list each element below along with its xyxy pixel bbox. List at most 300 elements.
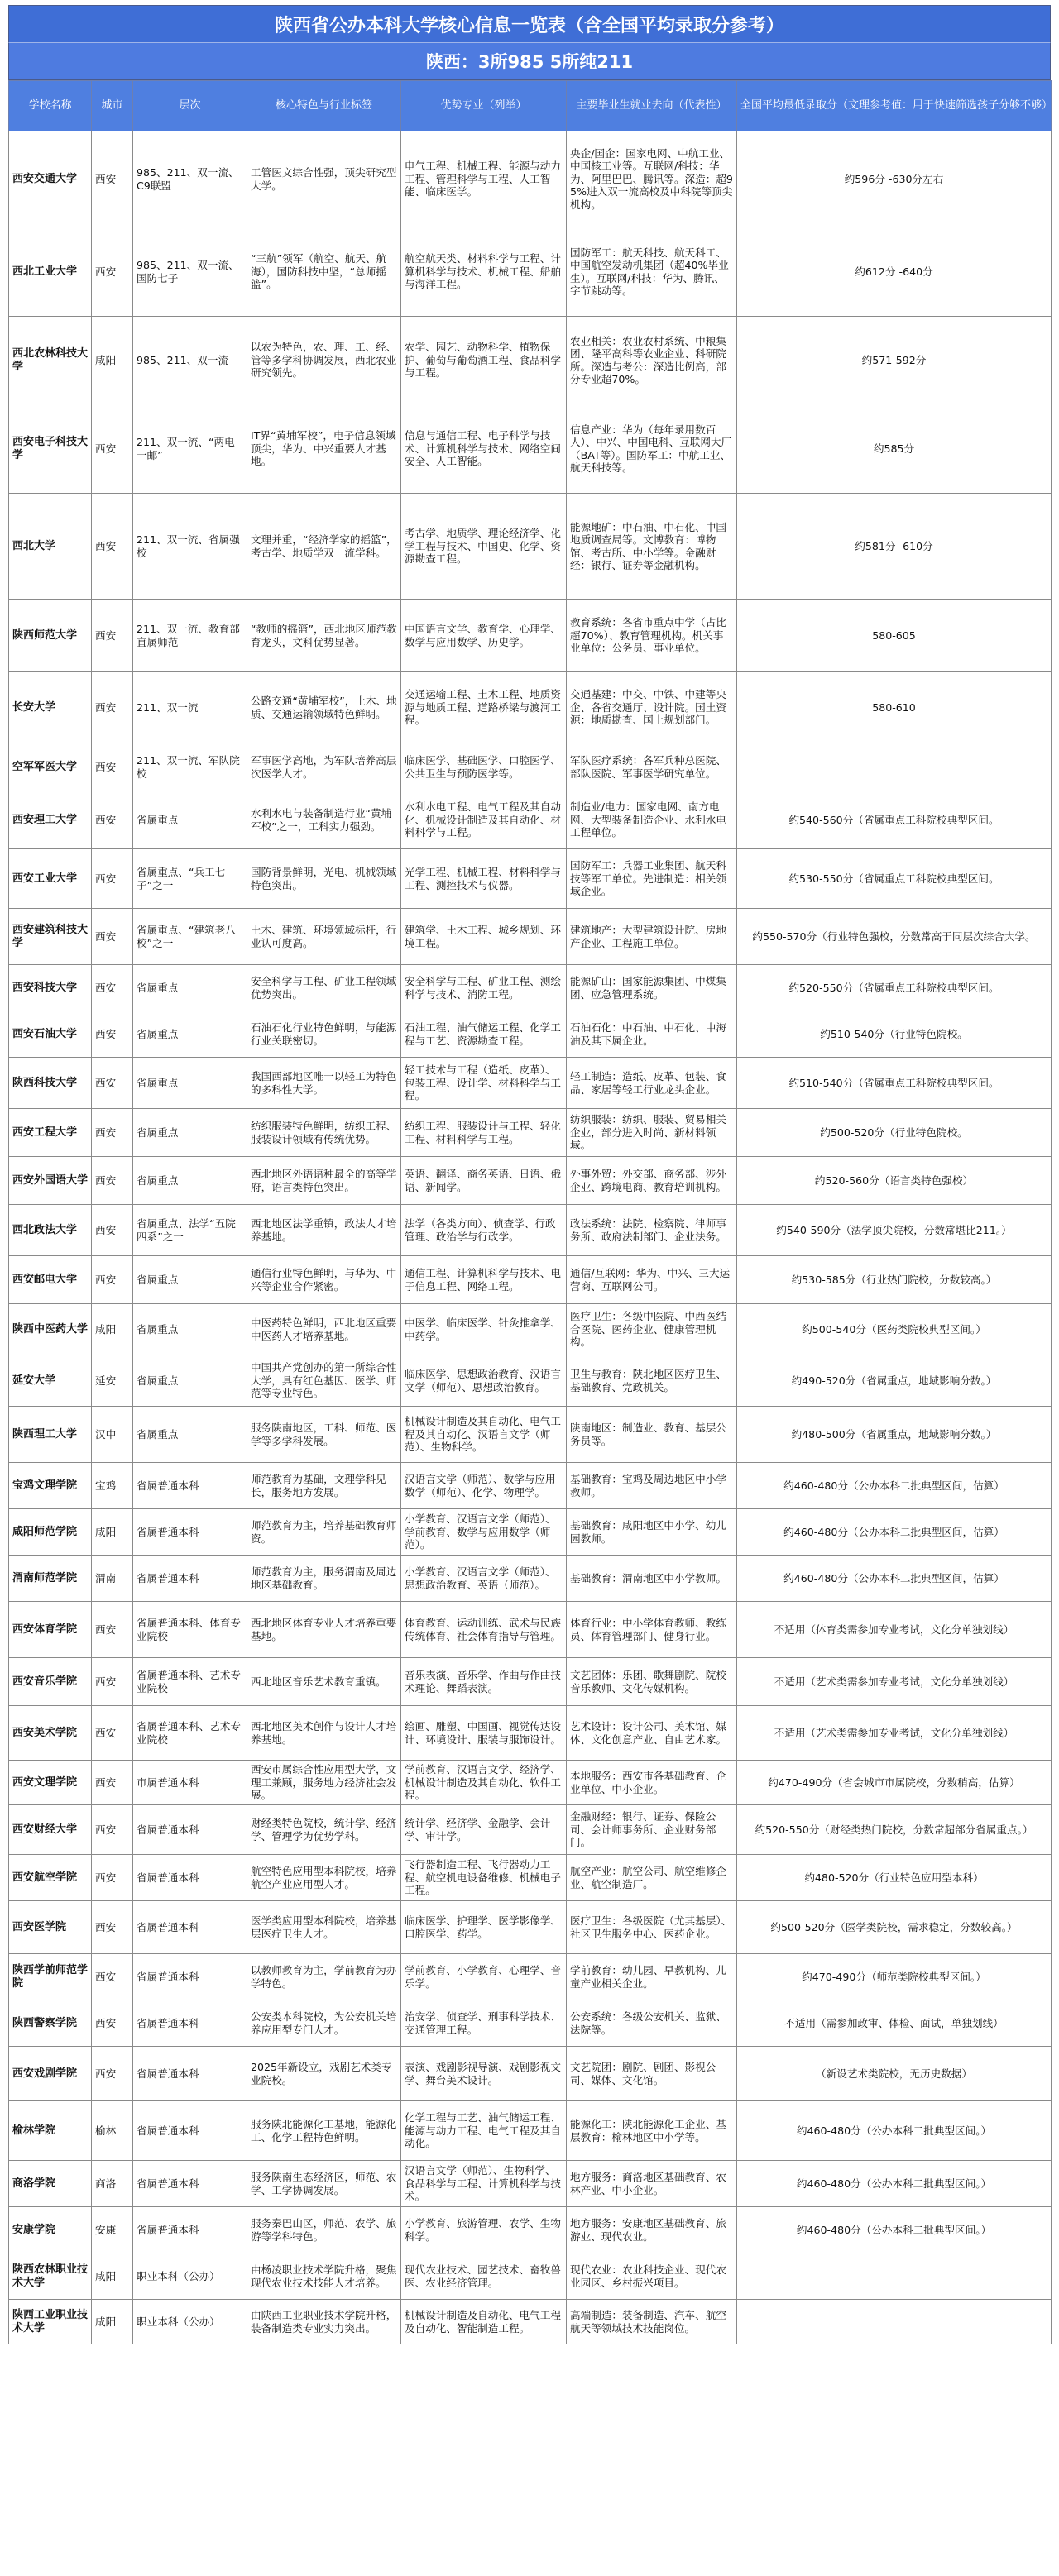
school-name-cell: 西安音乐学院 <box>9 1658 92 1706</box>
job-cell: 能源地矿：中石油、中石化、中国地质调查局等。文博教育：博物馆、考古所、中小学等。金融财经：银行、证券等金融机构。 <box>567 494 737 600</box>
major-cell: 治安学、侦查学、刑事科学技术、交通管理工程。 <box>401 2000 567 2047</box>
level-cell: 省属重点、“建筑老八校”之一 <box>133 909 247 965</box>
city-cell: 西安 <box>92 131 133 227</box>
major-cell: 临床医学、护理学、医学影像学、口腔医学、药学。 <box>401 1901 567 1954</box>
job-cell: 外事外贸：外交部、商务部、涉外企业、跨境电商、教育培训机构。 <box>567 1157 737 1205</box>
job-cell: 基础教育：宝鸡及周边地区中小学教师。 <box>567 1463 737 1509</box>
level-cell: 省属重点 <box>133 1256 247 1304</box>
table-row <box>9 672 1052 743</box>
job-cell: 基础教育：渭南地区中小学教师。 <box>567 1556 737 1602</box>
feature-cell: IT界“黄埔军校”，电子信息领域顶尖，华为、中兴重要人才基地。 <box>247 404 401 494</box>
school-name-cell: 西安体育学院 <box>9 1602 92 1658</box>
major-cell: 信息与通信工程、电子科学与技术、计算机科学与技术、网络空间安全、人工智能。 <box>401 404 567 494</box>
table-row <box>9 1602 1052 1658</box>
table-row <box>9 2253 1052 2300</box>
feature-cell: 文理并重，“经济学家的摇篮”，考古学、地质学双一流学科。 <box>247 494 401 600</box>
level-cell: 211、双一流 <box>133 672 247 743</box>
feature-cell: 西北地区法学重镇，政法人才培养基地。 <box>247 1205 401 1256</box>
city-cell: 榆林 <box>92 2101 133 2161</box>
header-school-name: 学校名称 <box>9 81 92 131</box>
score-cell: 约490-520分（省属重点，地域影响分数。） <box>737 1355 1052 1407</box>
score-cell: 约460-480分（公办本科二批典型区间，估算） <box>737 1463 1052 1509</box>
school-name-cell: 陕西理工大学 <box>9 1407 92 1463</box>
table-row <box>9 1157 1052 1205</box>
feature-cell: 西北地区美术创作与设计人才培养基地。 <box>247 1706 401 1761</box>
feature-cell: 公安类本科院校，为公安机关培养应用型专门人才。 <box>247 2000 401 2047</box>
table-row <box>9 1011 1052 1058</box>
major-cell: 航空航天类、材料科学与工程、计算机科学与技术、机械工程、船舶与海洋工程。 <box>401 227 567 317</box>
level-cell: 省属普通本科 <box>133 2047 247 2101</box>
school-name-cell: 陕西科技大学 <box>9 1058 92 1109</box>
city-cell: 西安 <box>92 1602 133 1658</box>
feature-cell: 通信行业特色鲜明，与华为、中兴等企业合作紧密。 <box>247 1256 401 1304</box>
major-cell: 学前教育、汉语言文学、经济学、机械设计制造及其自动化、软件工程。 <box>401 1761 567 1805</box>
table-row <box>9 2207 1052 2253</box>
school-name-cell: 西安美术学院 <box>9 1706 92 1761</box>
score-cell: 约540-560分（省属重点工科院校典型区间。 <box>737 791 1052 849</box>
level-cell: 985、211、双一流 <box>133 317 247 404</box>
score-cell: 约510-540分（行业特色院校。 <box>737 1011 1052 1058</box>
school-name-cell: 陕西农林职业技术大学 <box>9 2253 92 2300</box>
job-cell: 国防军工：航天科技、航天科工、中国航空发动机集团（超40%毕业生）。互联网/科技：华为、腾讯、字节跳动等。 <box>567 227 737 317</box>
major-cell: 音乐表演、音乐学、作曲与作曲技术理论、舞蹈表演。 <box>401 1658 567 1706</box>
school-name-cell: 西北大学 <box>9 494 92 600</box>
job-cell: 央企/国企：国家电网、中航工业、中国核工业等。互联网/科技：华为、阿里巴巴、腾讯等。深造：超95%进入双一流高校及中科院等顶尖机构。 <box>567 131 737 227</box>
job-cell: 教育系统：各省市重点中学（占比超70%）、教育管理机构。机关事业单位：公务员、事业单位。 <box>567 600 737 672</box>
school-name-cell: 西安戏剧学院 <box>9 2047 92 2101</box>
table-row <box>9 1556 1052 1602</box>
school-name-cell: 空军军医大学 <box>9 743 92 791</box>
score-cell: 约520-550分（财经类热门院校，分数常超部分省属重点。） <box>737 1805 1052 1855</box>
school-name-cell: 西安工业大学 <box>9 849 92 909</box>
level-cell: 省属普通本科 <box>133 2101 247 2161</box>
score-cell: 约500-520分（医学类院校，需求稳定，分数较高。） <box>737 1901 1052 1954</box>
table-row <box>9 1761 1052 1805</box>
feature-cell: 中医药特色鲜明，西北地区重要中医药人才培养基地。 <box>247 1304 401 1355</box>
page-subtitle: 陕西：3所985 5所纯211 <box>8 42 1051 80</box>
table-row <box>9 849 1052 909</box>
feature-cell: 医学类应用型本科院校，培养基层医疗卫生人才。 <box>247 1901 401 1954</box>
table-row <box>9 791 1052 849</box>
city-cell: 西安 <box>92 672 133 743</box>
major-cell: 建筑学、土木工程、城乡规划、环境工程。 <box>401 909 567 965</box>
feature-cell: 国防背景鲜明，光电、机械领域特色突出。 <box>247 849 401 909</box>
score-cell: 约460-480分（公办本科二批典型区间，估算） <box>737 1556 1052 1602</box>
table-row <box>9 1954 1052 2000</box>
table-row <box>9 1509 1052 1556</box>
score-cell: 约581分 -610分 <box>737 494 1052 600</box>
job-cell: 本地服务：西安市各基础教育、企业单位、中小企业。 <box>567 1761 737 1805</box>
feature-cell: 军事医学高地，为军队培养高层次医学人才。 <box>247 743 401 791</box>
level-cell: 省属重点 <box>133 1355 247 1407</box>
feature-cell: 纺织服装特色鲜明，纺织工程、服装设计领域有传统优势。 <box>247 1109 401 1157</box>
table-body <box>9 131 1052 2344</box>
level-cell: 省属普通本科 <box>133 1463 247 1509</box>
score-cell: 约460-480分（公办本科二批典型区间。） <box>737 2101 1052 2161</box>
score-cell: 约520-550分（省属重点工科院校典型区间。 <box>737 965 1052 1011</box>
table-row <box>9 1407 1052 1463</box>
level-cell: 省属重点 <box>133 965 247 1011</box>
job-cell: 艺术设计：设计公司、美术馆、媒体、文化创意产业、自由艺术家。 <box>567 1706 737 1761</box>
score-cell: 约596分 -630分左右 <box>737 131 1052 227</box>
score-cell: 不适用（需参加政审、体检、面试，单独划线） <box>737 2000 1052 2047</box>
page <box>8 5 1051 2344</box>
city-cell: 西安 <box>92 494 133 600</box>
major-cell: 表演、戏剧影视导演、戏剧影视文学、舞台美术设计。 <box>401 2047 567 2101</box>
level-cell: 211、双一流、教育部直属师范 <box>133 600 247 672</box>
feature-cell: 2025年新设立，戏剧艺术类专业院校。 <box>247 2047 401 2101</box>
school-name-cell: 渭南师范学院 <box>9 1556 92 1602</box>
major-cell: 临床医学、思想政治教育、汉语言文学（师范）、思想政治教育。 <box>401 1355 567 1407</box>
major-cell: 安全科学与工程、矿业工程、测绘科学与技术、消防工程。 <box>401 965 567 1011</box>
city-cell: 西安 <box>92 849 133 909</box>
level-cell: 985、211、双一流、C9联盟 <box>133 131 247 227</box>
score-cell: 约520-560分（语言类特色强校） <box>737 1157 1052 1205</box>
major-cell: 学前教育、小学教育、心理学、音乐学。 <box>401 1954 567 2000</box>
header-level: 层次 <box>133 81 247 131</box>
table-row <box>9 404 1052 494</box>
job-cell: 轻工制造：造纸、皮革、包装、食品、家居等轻工行业龙头企业。 <box>567 1058 737 1109</box>
major-cell: 临床医学、基础医学、口腔医学、公共卫生与预防医学等。 <box>401 743 567 791</box>
table-row <box>9 2000 1052 2047</box>
major-cell: 小学教育、旅游管理、农学、生物科学。 <box>401 2207 567 2253</box>
table-row <box>9 131 1052 227</box>
school-name-cell: 商洛学院 <box>9 2161 92 2207</box>
school-name-cell: 西安石油大学 <box>9 1011 92 1058</box>
feature-cell: 西北地区音乐艺术教育重镇。 <box>247 1658 401 1706</box>
city-cell: 西安 <box>92 1855 133 1901</box>
table-row <box>9 1205 1052 1256</box>
city-cell: 西安 <box>92 1761 133 1805</box>
feature-cell: 服务陕南生态经济区，师范、农学、工学协调发展。 <box>247 2161 401 2207</box>
table-row <box>9 317 1052 404</box>
feature-cell: 师范教育为主，服务渭南及周边地区基础教育。 <box>247 1556 401 1602</box>
job-cell: 体育行业：中小学体育教师、教练员、体育管理部门、健身行业。 <box>567 1602 737 1658</box>
score-cell: 约571-592分 <box>737 317 1052 404</box>
job-cell: 纺织服装：纺织、服装、贸易相关企业，部分进入时尚、新材料领域。 <box>567 1109 737 1157</box>
school-name-cell: 西安电子科技大学 <box>9 404 92 494</box>
school-name-cell: 安康学院 <box>9 2207 92 2253</box>
major-cell: 纺织工程、服装设计与工程、轻化工程、材料科学与工程。 <box>401 1109 567 1157</box>
major-cell: 光学工程、机械工程、材料科学与工程、测控技术与仪器。 <box>401 849 567 909</box>
level-cell: 省属普通本科、体育专业院校 <box>133 1602 247 1658</box>
city-cell: 西安 <box>92 1011 133 1058</box>
feature-cell: 我国西部地区唯一以轻工为特色的多科性大学。 <box>247 1058 401 1109</box>
city-cell: 西安 <box>92 1109 133 1157</box>
score-cell: 约500-540分（医药类院校典型区间。） <box>737 1304 1052 1355</box>
city-cell: 西安 <box>92 600 133 672</box>
major-cell: 机械设计制造及自动化、电气工程及自动化、智能制造工程。 <box>401 2300 567 2344</box>
table-row <box>9 600 1052 672</box>
job-cell: 基础教育：咸阳地区中小学、幼儿园教师。 <box>567 1509 737 1556</box>
job-cell: 卫生与教育：陕北地区医疗卫生、基础教育、党政机关。 <box>567 1355 737 1407</box>
table-row <box>9 2161 1052 2207</box>
table-row <box>9 909 1052 965</box>
header-city: 城市 <box>92 81 133 131</box>
job-cell: 国防军工：兵器工业集团、航天科技等军工单位。先进制造：相关领域企业。 <box>567 849 737 909</box>
city-cell: 西安 <box>92 1658 133 1706</box>
major-cell: 飞行器制造工程、飞行器动力工程、航空机电设备维修、机械电子工程。 <box>401 1855 567 1901</box>
feature-cell: 工管医文综合性强，顶尖研究型大学。 <box>247 131 401 227</box>
feature-cell: 服务秦巴山区，师范、农学、旅游等学科特色。 <box>247 2207 401 2253</box>
level-cell: 省属重点 <box>133 791 247 849</box>
major-cell: 中医学、临床医学、针灸推拿学、中药学。 <box>401 1304 567 1355</box>
city-cell: 西安 <box>92 1954 133 2000</box>
job-cell: 高端制造：装备制造、汽车、航空航天等领域技术技能岗位。 <box>567 2300 737 2344</box>
job-cell: 文艺团体：乐团、歌舞剧院、院校音乐教师、文化传媒机构。 <box>567 1658 737 1706</box>
city-cell: 西安 <box>92 227 133 317</box>
header-score: 全国平均最低录取分（文理参考值：用于快速筛选孩子分够不够） <box>737 81 1052 131</box>
school-name-cell: 西北工业大学 <box>9 227 92 317</box>
feature-cell: 公路交通“黄埔军校”，土木、地质、交通运输领域特色鲜明。 <box>247 672 401 743</box>
score-cell <box>737 743 1052 791</box>
school-name-cell: 西安外国语大学 <box>9 1157 92 1205</box>
job-cell: 农业相关：农业农村系统、中粮集团、隆平高科等农业企业、科研院所。深造与考公：深造比例高，部分专业超70%。 <box>567 317 737 404</box>
school-name-cell: 陕西警察学院 <box>9 2000 92 2047</box>
feature-cell: 财经类特色院校，统计学、经济学、管理学为优势学科。 <box>247 1805 401 1855</box>
school-name-cell: 延安大学 <box>9 1355 92 1407</box>
major-cell: 机械设计制造及其自动化、电气工程及其自动化、汉语言文学（师范）、生物科学。 <box>401 1407 567 1463</box>
school-name-cell: 西安财经大学 <box>9 1805 92 1855</box>
feature-cell: 由杨凌职业技术学院升格，聚焦现代农业技术技能人才培养。 <box>247 2253 401 2300</box>
city-cell: 咸阳 <box>92 1509 133 1556</box>
score-cell: 约480-500分（省属重点，地域影响分数。） <box>737 1407 1052 1463</box>
score-cell: 580-605 <box>737 600 1052 672</box>
school-name-cell: 陕西工业职业技术大学 <box>9 2300 92 2344</box>
feature-cell: 由陕西工业职业技术学院升格，装备制造类专业实力突出。 <box>247 2300 401 2344</box>
level-cell: 省属普通本科 <box>133 1805 247 1855</box>
city-cell: 咸阳 <box>92 1304 133 1355</box>
level-cell: 省属普通本科 <box>133 2000 247 2047</box>
city-cell: 咸阳 <box>92 2300 133 2344</box>
city-cell: 咸阳 <box>92 2253 133 2300</box>
city-cell: 咸阳 <box>92 317 133 404</box>
score-cell: 约530-550分（省属重点工科院校典型区间。 <box>737 849 1052 909</box>
city-cell: 西安 <box>92 1157 133 1205</box>
major-cell: 水利水电工程、电气工程及其自动化、机械设计制造及其自动化、材料科学与工程。 <box>401 791 567 849</box>
city-cell: 西安 <box>92 1901 133 1954</box>
table-row <box>9 1058 1052 1109</box>
city-cell: 西安 <box>92 1706 133 1761</box>
feature-cell: 师范教育为基础，文理学科见长，服务地方发展。 <box>247 1463 401 1509</box>
table-row <box>9 1355 1052 1407</box>
level-cell: 省属普通本科 <box>133 2161 247 2207</box>
score-cell: 不适用（艺术类需参加专业考试，文化分单独划线） <box>737 1658 1052 1706</box>
school-name-cell: 咸阳师范学院 <box>9 1509 92 1556</box>
job-cell: 金融财经：银行、证券、保险公司、会计师事务所、企业财务部门。 <box>567 1805 737 1855</box>
table-row <box>9 743 1052 791</box>
score-cell: 约612分 -640分 <box>737 227 1052 317</box>
feature-cell: “三航”领军（航空、航天、航海），国防科技中坚，“总师摇篮”。 <box>247 227 401 317</box>
feature-cell: 服务陕南地区，工科、师范、医学等多学科发展。 <box>247 1407 401 1463</box>
job-cell: 文艺院团：剧院、剧团、影视公司、媒体、文化馆。 <box>567 2047 737 2101</box>
city-cell: 商洛 <box>92 2161 133 2207</box>
job-cell: 信息产业：华为（每年录用数百人）、中兴、中国电科、互联网大厂（BAT等）。国防军工：中航工业、航天科技等。 <box>567 404 737 494</box>
city-cell: 西安 <box>92 404 133 494</box>
school-name-cell: 西安科技大学 <box>9 965 92 1011</box>
score-cell: 不适用（艺术类需参加专业考试，文化分单独划线） <box>737 1706 1052 1761</box>
table-row <box>9 1256 1052 1304</box>
level-cell: 省属普通本科 <box>133 1556 247 1602</box>
level-cell: 省属普通本科 <box>133 2207 247 2253</box>
job-cell: 能源矿山：国家能源集团、中煤集团、应急管理系统。 <box>567 965 737 1011</box>
score-cell <box>737 2300 1052 2344</box>
table-row <box>9 965 1052 1011</box>
city-cell: 宝鸡 <box>92 1463 133 1509</box>
city-cell: 安康 <box>92 2207 133 2253</box>
school-name-cell: 西安邮电大学 <box>9 1256 92 1304</box>
major-cell: 法学（各类方向）、侦查学、行政管理、政治学与行政学。 <box>401 1205 567 1256</box>
table-row <box>9 1706 1052 1761</box>
major-cell: 绘画、雕塑、中国画、视觉传达设计、环境设计、服装与服饰设计。 <box>401 1706 567 1761</box>
school-name-cell: 西北农林科技大学 <box>9 317 92 404</box>
major-cell: 中国语言文学、教育学、心理学、数学与应用数学、历史学。 <box>401 600 567 672</box>
feature-cell: 西北地区体育专业人才培养重要基地。 <box>247 1602 401 1658</box>
header-major: 优势专业（列举） <box>401 81 567 131</box>
feature-cell: 师范教育为主，培养基础教育师资。 <box>247 1509 401 1556</box>
school-name-cell: 陕西学前师范学院 <box>9 1954 92 2000</box>
feature-cell: 安全科学与工程、矿业工程领域优势突出。 <box>247 965 401 1011</box>
score-cell: 不适用（体育类需参加专业考试，文化分单独划线） <box>737 1602 1052 1658</box>
major-cell: 化学工程与工艺、油气储运工程、能源与动力工程、电气工程及其自动化。 <box>401 2101 567 2161</box>
score-cell: 约585分 <box>737 404 1052 494</box>
major-cell: 电气工程、机械工程、能源与动力工程、管理科学与工程、人工智能、临床医学。 <box>401 131 567 227</box>
feature-cell: 石油石化行业特色鲜明，与能源行业关联密切。 <box>247 1011 401 1058</box>
job-cell: 地方服务：商洛地区基础教育、农林产业、中小企业。 <box>567 2161 737 2207</box>
job-cell: 政法系统：法院、检察院、律师事务所、政府法制部门、企业法务。 <box>567 1205 737 1256</box>
feature-cell: 中国共产党创办的第一所综合性大学，具有红色基因、医学、师范等专业特色。 <box>247 1355 401 1407</box>
job-cell: 通信/互联网：华为、中兴、三大运营商、互联网公司。 <box>567 1256 737 1304</box>
table-header-row <box>9 81 1052 131</box>
city-cell: 西安 <box>92 2000 133 2047</box>
feature-cell: 航空特色应用型本科院校，培养航空产业应用型人才。 <box>247 1855 401 1901</box>
table-row <box>9 1304 1052 1355</box>
city-cell: 延安 <box>92 1355 133 1407</box>
feature-cell: 土木、建筑、环境领域标杆，行业认可度高。 <box>247 909 401 965</box>
school-name-cell: 西安工程大学 <box>9 1109 92 1157</box>
school-name-cell: 长安大学 <box>9 672 92 743</box>
table-row <box>9 2047 1052 2101</box>
level-cell: 省属普通本科 <box>133 1509 247 1556</box>
level-cell: 211、双一流、省属强校 <box>133 494 247 600</box>
job-cell: 医疗卫生：各级中医院、中西医结合医院、医药企业、健康管理机构。 <box>567 1304 737 1355</box>
level-cell: 985、211、双一流、国防七子 <box>133 227 247 317</box>
school-name-cell: 西安建筑科技大学 <box>9 909 92 965</box>
level-cell: 省属普通本科 <box>133 1954 247 2000</box>
table-row <box>9 494 1052 600</box>
major-cell: 体育教育、运动训练、武术与民族传统体育、社会体育指导与管理。 <box>401 1602 567 1658</box>
level-cell: 省属重点 <box>133 1304 247 1355</box>
score-cell: 约530-585分（行业热门院校，分数较高。） <box>737 1256 1052 1304</box>
table-row <box>9 1901 1052 1954</box>
level-cell: 省属重点 <box>133 1109 247 1157</box>
feature-cell: “教师的摇篮”，西北地区师范教育龙头，文科优势显著。 <box>247 600 401 672</box>
city-cell: 西安 <box>92 2047 133 2101</box>
city-cell: 西安 <box>92 743 133 791</box>
major-cell: 石油工程、油气储运工程、化学工程与工艺、资源勘查工程。 <box>401 1011 567 1058</box>
table-row <box>9 2300 1052 2344</box>
level-cell: 省属重点 <box>133 1157 247 1205</box>
job-cell: 航空产业：航空公司、航空维修企业、航空制造厂。 <box>567 1855 737 1901</box>
major-cell: 英语、翻译、商务英语、日语、俄语、新闻学。 <box>401 1157 567 1205</box>
city-cell: 西安 <box>92 1805 133 1855</box>
job-cell: 地方服务：安康地区基础教育、旅游业、现代农业。 <box>567 2207 737 2253</box>
table-row <box>9 1658 1052 1706</box>
table-row <box>9 1109 1052 1157</box>
job-cell: 陕南地区：制造业、教育、基层公务员等。 <box>567 1407 737 1463</box>
major-cell: 小学教育、汉语言文学（师范）、学前教育、数学与应用数学（师范）。 <box>401 1509 567 1556</box>
major-cell: 轻工技术与工程（造纸、皮革）、包装工程、设计学、材料科学与工程。 <box>401 1058 567 1109</box>
level-cell: 省属重点 <box>133 1407 247 1463</box>
level-cell: 省属普通本科 <box>133 1901 247 1954</box>
score-cell: 约460-480分（公办本科二批典型区间，估算） <box>737 1509 1052 1556</box>
city-cell: 渭南 <box>92 1556 133 1602</box>
major-cell: 小学教育、汉语言文学（师范）、思想政治教育、英语（师范）。 <box>401 1556 567 1602</box>
city-cell: 西安 <box>92 1256 133 1304</box>
school-name-cell: 西北政法大学 <box>9 1205 92 1256</box>
header-feature: 核心特色与行业标签 <box>247 81 401 131</box>
score-cell: 约470-490分（师范类院校典型区间。） <box>737 1954 1052 2000</box>
level-cell: 职业本科（公办） <box>133 2300 247 2344</box>
level-cell: 省属重点、“兵工七子”之一 <box>133 849 247 909</box>
major-cell: 汉语言文学（师范）、生物科学、食品科学与工程、计算机科学与技术。 <box>401 2161 567 2207</box>
school-name-cell: 西安理工大学 <box>9 791 92 849</box>
feature-cell: 服务陕北能源化工基地，能源化工、化学工程特色鲜明。 <box>247 2101 401 2161</box>
level-cell: 职业本科（公办） <box>133 2253 247 2300</box>
job-cell: 石油石化：中石油、中石化、中海油及其下属企业。 <box>567 1011 737 1058</box>
table-row <box>9 2101 1052 2161</box>
level-cell: 省属重点、法学“五院四系”之一 <box>133 1205 247 1256</box>
level-cell: 省属普通本科 <box>133 1855 247 1901</box>
score-cell: 约460-480分（公办本科二批典型区间。） <box>737 2207 1052 2253</box>
school-name-cell: 西安医学院 <box>9 1901 92 1954</box>
school-name-cell: 西安文理学院 <box>9 1761 92 1805</box>
school-name-cell: 西安航空学院 <box>9 1855 92 1901</box>
level-cell: 省属普通本科、艺术专业院校 <box>133 1706 247 1761</box>
table-row <box>9 227 1052 317</box>
level-cell: 211、双一流、军队院校 <box>133 743 247 791</box>
page-title: 陕西省公办本科大学核心信息一览表（含全国平均录取分参考） <box>8 5 1051 42</box>
school-name-cell: 陕西中医药大学 <box>9 1304 92 1355</box>
job-cell: 军队医疗系统：各军兵种总医院、部队医院、军事医学研究单位。 <box>567 743 737 791</box>
city-cell: 西安 <box>92 1058 133 1109</box>
score-cell: 约540-590分（法学顶尖院校，分数常堪比211。） <box>737 1205 1052 1256</box>
feature-cell: 水利水电与装备制造行业“黄埔军校”之一，工科实力强劲。 <box>247 791 401 849</box>
job-cell: 现代农业：农业科技企业、现代农业园区、乡村振兴项目。 <box>567 2253 737 2300</box>
job-cell: 交通基建：中交、中铁、中建等央企、各省交通厅、设计院。国土资源：地质勘查、国土规划部门。 <box>567 672 737 743</box>
score-cell: 580-610 <box>737 672 1052 743</box>
school-name-cell: 陕西师范大学 <box>9 600 92 672</box>
feature-cell: 西北地区外语语种最全的高等学府，语言类特色突出。 <box>247 1157 401 1205</box>
job-cell: 制造业/电力：国家电网、南方电网、大型装备制造企业、水利水电工程单位。 <box>567 791 737 849</box>
school-name-cell: 宝鸡文理学院 <box>9 1463 92 1509</box>
score-cell: 约470-490分（省会城市市属院校，分数稍高，估算） <box>737 1761 1052 1805</box>
feature-cell: 以教师教育为主，学前教育为办学特色。 <box>247 1954 401 2000</box>
table-row <box>9 1805 1052 1855</box>
job-cell: 能源化工：陕北能源化工企业、基层教育：榆林地区中小学等。 <box>567 2101 737 2161</box>
school-name-cell: 榆林学院 <box>9 2101 92 2161</box>
level-cell: 省属重点 <box>133 1011 247 1058</box>
level-cell: 省属重点 <box>133 1058 247 1109</box>
job-cell: 医疗卫生：各级医院（尤其基层）、社区卫生服务中心、医药企业。 <box>567 1901 737 1954</box>
school-name-cell: 西安交通大学 <box>9 131 92 227</box>
score-cell: 约510-540分（省属重点工科院校典型区间。 <box>737 1058 1052 1109</box>
level-cell: 市属普通本科 <box>133 1761 247 1805</box>
level-cell: 211、双一流、“两电一邮” <box>133 404 247 494</box>
feature-cell: 西安市属综合性应用型大学，文理工兼顾，服务地方经济社会发展。 <box>247 1761 401 1805</box>
score-cell: 约480-520分（行业特色应用型本科） <box>737 1855 1052 1901</box>
feature-cell: 以农为特色，农、理、工、经、管等多学科协调发展，西北农业研究领先。 <box>247 317 401 404</box>
